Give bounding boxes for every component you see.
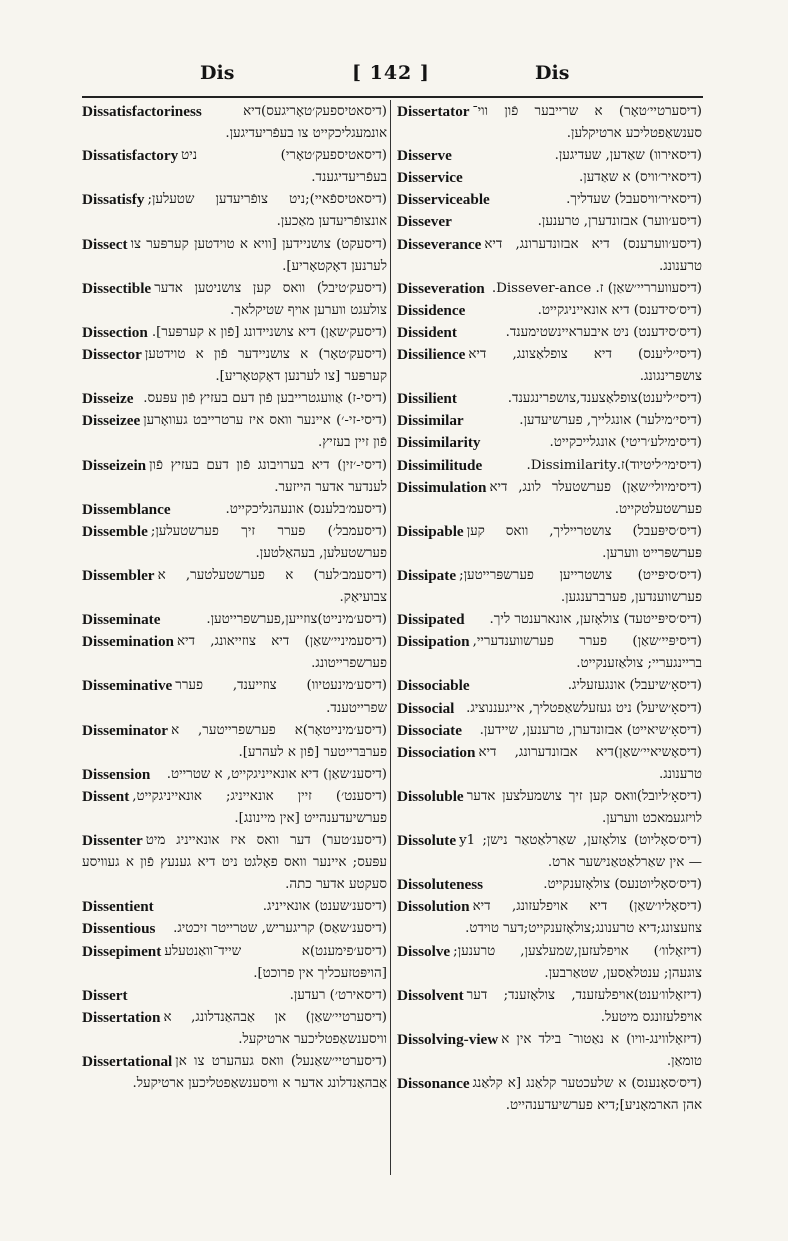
entry-definition: (דיזאָלווינג-וויו) א נאַטור־ בילד אין א טומאַן. [501, 1031, 702, 1070]
dictionary-entry [397, 941, 702, 985]
dictionary-entry [397, 234, 702, 278]
dictionary-entry [397, 145, 702, 167]
entry-definition: (דיסאיר׳וויס) א שאַדען. [579, 170, 702, 186]
entry-headword: Disservice [397, 169, 463, 187]
entry-headword: Dissimulation [397, 478, 487, 496]
entry-definition: (דיסי׳ליענט)צופלאַצענד,צושפרינגענד. [507, 391, 702, 407]
entry-headword: Dissimilitude [397, 456, 483, 474]
dictionary-entry [397, 278, 702, 300]
entry-definition: (דיסאירוו) שאַדען, שעדיגען. [554, 148, 702, 164]
entry-definition: (דיסעמ׳בלענס) אונעהנליכקייט. [225, 501, 387, 517]
entry-headword: Dissent [82, 787, 130, 805]
dictionary-entry [397, 631, 702, 675]
entry-definition: (דיסע׳ווערענס) דיא אבזונדערונג, דיא טרענונג. [484, 236, 702, 274]
entry-definition: (דיסי׳ליענס) דיא צופלאַצונג, דיא צושפּרינגונג. [468, 347, 702, 385]
entry-definition: (דיסענט׳) זיין אונאייניג; אונאייניגקייט, פערשיעדענהייט [אין מיינונג]. [132, 788, 387, 826]
entry-headword: Disseminate [82, 611, 161, 629]
column-divider [390, 100, 391, 1175]
dictionary-entry [82, 1051, 387, 1095]
entry-headword: Dissect [82, 235, 128, 253]
entry-headword: Dissipate [397, 566, 457, 584]
entry-headword: Dissipated [397, 611, 465, 629]
dictionary-entry [82, 985, 387, 1007]
dictionary-entry [82, 786, 387, 830]
entry-headword: Dissertational [82, 1053, 173, 1071]
entry-headword: Dissemination [82, 633, 174, 651]
dictionary-entry [82, 410, 387, 454]
dictionary-entry [397, 609, 702, 631]
entry-headword: Dissentient [82, 898, 154, 916]
entry-definition: (דיס׳סיפּעבל) צושטרייליך, וואס קען פּערשפּרייט ווערען. [466, 523, 702, 561]
entry-headword: Dissepiment [82, 942, 162, 960]
entry-definition: (דיס׳סיפּייטעד) צולאָזען, אונארענטר ליך. [489, 612, 702, 628]
entry-headword: Disseizee [82, 412, 141, 430]
entry-headword: Dissolute [397, 832, 457, 850]
entry-headword: Dissilient [397, 390, 457, 408]
entry-definition: (דיסאירט׳) רעדען. [289, 987, 387, 1003]
entry-definition: (דיסע׳ווער) אבזונדערן, טרענען. [537, 214, 702, 230]
entry-definition: (דיסאָליו׳שאַן) דיא אויפלעזונג, דיא צוזעצונג;דיא טרענונג;צולאָזענקייט;דער טוידט. [465, 899, 702, 937]
entry-headword: Disseminator [82, 721, 169, 739]
entry-headword: Dissatisfactory [82, 147, 179, 165]
entry-definition: (דיס׳סאָליוט) צולאָזען, שאַרלאַטאַר נישן; y1— אין שאַרלאַטאַנישער ארט. [459, 833, 702, 871]
dictionary-entry [82, 499, 387, 521]
dictionary-entry [82, 609, 387, 631]
entry-definition: (דיסע׳מינעטיוו) צוזייענד, פערר שפרייטענד. [175, 678, 387, 716]
entry-headword: Dissipation [397, 633, 470, 651]
entry-definition: (דיסעווערריי׳שאַן) ז. Dissever-ance. [491, 280, 702, 296]
page-header [0, 62, 788, 92]
entry-definition: (דיסאָשיאיי׳שאַן)דיא אבזונדערונג, דיא טרענונג. [478, 744, 702, 782]
entry-headword: Dissilience [397, 346, 466, 364]
entry-definition: (דיסעק׳שאַן) דיא צושניידונג [פֿון א קערפּער]. [151, 324, 387, 340]
dictionary-entry [82, 278, 387, 322]
entry-definition: (דיסערטיי׳שאַנעל) וואס געהערט צו אן אַבהאַנדלונג אדער א וויסענשאַפטליכען ארטיקעל. [132, 1054, 387, 1092]
dictionary-entry [397, 896, 702, 940]
entry-headword: Disseminative [82, 677, 173, 695]
entry-definition: (דיסי-ז) אַוועגטרייבען פֿון דעם בעזיץ פֿון עפּעס. [143, 391, 387, 407]
entry-definition: (דיסענ׳שענט) אונאייניג. [262, 899, 387, 915]
entry-headword: Dissociable [397, 677, 470, 695]
dictionary-entry [397, 388, 702, 410]
dictionary-entry [82, 896, 387, 918]
entry-definition: (דיסי׳מילער) אונגלייך, פערשיעדען. [519, 413, 702, 429]
entry-definition: (דיסעק׳טיבל) וואס קען צושניטען אדער צולעגט ווערען אויף שטיקלאך. [154, 280, 387, 318]
dictionary-entry [82, 189, 387, 233]
left-guide-word: Dis [200, 62, 235, 84]
left-column [82, 101, 387, 1095]
entry-definition: (דיסע׳פימענט)א שייד־וואַנטעלע [הויפּטזעכליך אין פרוכט]. [164, 943, 387, 981]
entry-definition: (דיסענ׳שאַס) קריגעריש, שטרייטר זיכטיג. [173, 921, 387, 937]
dictionary-entry [82, 234, 387, 278]
entry-definition: (דיסיפּיי׳שאַן) פערר פערשווענדעריי, בריינגעריי; צולאַזענקייט. [472, 634, 702, 672]
right-guide-word: Dis [535, 62, 570, 84]
entry-definition: (דיסי-׳זין) דיא בערויבונג פֿון דעם בעזיץ פֿון לענדער אדער הייזער. [149, 457, 387, 495]
entry-headword: Dissimilarity [397, 434, 481, 452]
entry-headword: Dissatisfy [82, 191, 145, 209]
entry-definition: (דיסע׳מינייט)צוזייען,פערשפרייטען. [206, 612, 387, 628]
entry-headword: Dissembler [82, 566, 155, 584]
entry-definition: (דיסאָ׳שיעל) ניט געזעלשאַפטליך, אייגעננוציג. [466, 700, 702, 716]
right-column [397, 101, 702, 1117]
dictionary-entry [397, 874, 702, 896]
entry-definition: (דיסאטיספֿאיי);ניט צופֿריעדען שטעלען; אונצופֿריעדען מאַכען. [147, 192, 387, 230]
dictionary-entry [397, 101, 702, 145]
entry-headword: Dissocial [397, 699, 455, 717]
dictionary-entry [82, 675, 387, 719]
entry-definition: (דיס׳סאָנענס) א שלעכטער קלאַנג [א קלאַנג אהן הארמאָניע];דיא פערשיעדענהייט. [472, 1076, 702, 1114]
dictionary-entry [82, 322, 387, 344]
dictionary-entry [82, 388, 387, 410]
entry-definition: (דיסענ׳שאַן) דיא אונאייניגקייט, א שטרייט. [166, 766, 387, 782]
dictionary-entry [397, 985, 702, 1029]
entry-definition: (דיסעמב׳לער) א פערשטעלטער, א צבועיאַק. [157, 567, 387, 606]
entry-definition: (דיסימיולי׳שאַן) פערשטעלר לונג, דיא פערשטעלטקייט. [489, 479, 702, 517]
entry-definition: (דיסאָ׳ליובל)וואס קען זיך צושמעלצען אדער לויזגעמאכט ווערען. [466, 788, 702, 826]
dictionary-entry [82, 941, 387, 985]
entry-headword: Dissolve [397, 942, 451, 960]
entry-definition: (דיסענ׳טער) דער וואס איז אונאייניג מיט עפּעס; איינער וואס פאָלגט ניט דיא גענעץ פֿון א געוויסע סעקטע אדער כתה. [82, 833, 387, 893]
dictionary-entry [397, 521, 702, 565]
entry-headword: Dissociate [397, 721, 462, 739]
entry-headword: Disserviceable [397, 191, 490, 209]
entry-definition: (דיסאָ׳שיעבל) אונגעזעליג. [567, 678, 702, 694]
dictionary-entry [397, 410, 702, 432]
dictionary-entry [397, 565, 702, 609]
entry-headword: Dissatisfactoriness [82, 103, 202, 120]
entry-headword: Dissever [397, 213, 452, 231]
entry-definition: (דיסאיר׳וויסעבל) שעדליך. [566, 192, 702, 208]
dictionary-entry [82, 918, 387, 940]
entry-headword: Dissertation [82, 1008, 161, 1026]
entry-headword: Dissonance [397, 1075, 470, 1093]
dictionary-entry [82, 830, 387, 896]
entry-definition: (דיסאָ׳שיאייט) אבזונדערן, טרענען, שיידען. [479, 722, 702, 738]
entry-headword: Dissolvent [397, 986, 464, 1004]
entry-headword: Dissertator [397, 103, 470, 120]
dictionary-entry [397, 720, 702, 742]
entry-definition: (דיסאטיספעק׳טאָרי) ניט בעפֿריעדיגענד. [181, 148, 387, 186]
entry-definition: (דיס׳סידענט) ניט איבעראיינשטימענד. [505, 324, 702, 340]
entry-headword: Dissemblance [82, 500, 171, 518]
entry-definition: (דיסימי׳ליטיוד)ז.Dissimilarity. [526, 457, 702, 473]
entry-definition: (דיסעק׳טאָר) א צושניידער פֿון א טוידטען קערפּער [צו לערנען דאָקטאָריע]. [144, 347, 387, 385]
entry-definition: (דיסי-זי-׳) איינער וואס איז ערטרייבט געוואָרען פֿון זיין בעזיץ. [143, 413, 387, 451]
dictionary-entry [397, 830, 702, 874]
dictionary-entry [397, 432, 702, 454]
dictionary-entry [397, 698, 702, 720]
entry-headword: Dissectible [82, 279, 152, 297]
dictionary-entry [82, 565, 387, 609]
entry-headword: Dissension [82, 765, 151, 783]
dictionary-entry [397, 211, 702, 233]
dictionary-entry [82, 101, 387, 145]
entry-headword: Dissector [82, 346, 142, 364]
entry-definition: (דיסע׳מינייטאָר)א פערשפרייטער, א פערבּרייטער [פֿון א לעהרע]. [171, 722, 387, 760]
entry-headword: Dissemble [82, 522, 148, 540]
dictionary-entry [397, 455, 702, 477]
entry-headword: Disseverance [397, 235, 482, 253]
entry-definition: (דיסעמיניי׳שאַן) דיא צוזייאונג, דיא פערשפרייטונג. [176, 634, 387, 672]
dictionary-entry [82, 1007, 387, 1051]
entry-headword: Disserve [397, 147, 452, 165]
entry-definition: (דיסימילע׳ריטי) אונגלייכקייט. [549, 435, 702, 451]
dictionary-entry [82, 631, 387, 675]
entry-definition: (דיס׳סאָליוטנעס) צולאָזענקייט. [543, 877, 702, 893]
entry-headword: Dissentious [82, 920, 156, 938]
entry-definition: (דיזאָלוו׳ענט)אויפלעזענד, צולאָזענד; דער אויפלעזונגס מיטעל. [466, 987, 702, 1025]
entry-headword: Dissoluble [397, 787, 464, 805]
entry-headword: Dissidence [397, 301, 466, 319]
entry-definition: (דיס׳סיפּייט) צושטרייען פערשפּרייטען; פערשווענדען, פערברענגען. [459, 567, 702, 606]
dictionary-entry [82, 720, 387, 764]
entry-headword: Dissimilar [397, 412, 464, 430]
dictionary-entry [397, 786, 702, 830]
entry-headword: Dissociation [397, 743, 476, 761]
dictionary-entry [397, 344, 702, 388]
dictionary-entry [82, 344, 387, 388]
entry-definition: (דיסאטיספעק׳טאָריגעס)דיא אונמעגליכקייט צו בעפֿריעדיגען. [225, 104, 387, 142]
entry-headword: Dissenter [82, 832, 143, 850]
dictionary-entry [397, 675, 702, 697]
entry-headword: Disseize [82, 390, 134, 408]
entry-headword: Dissolution [397, 898, 470, 916]
dictionary-entry [397, 322, 702, 344]
entry-definition: (דיסערטיי׳שאַן) אן אַבהאַנדלונג, א וויסענשאַפטליכער ארטיקעל. [163, 1009, 387, 1047]
entry-headword: Dissident [397, 323, 457, 341]
header-rule [82, 96, 703, 98]
entry-headword: Dissection [82, 323, 148, 341]
entry-definition: (דיס׳סידענס) דיא אונאייניגקייט. [537, 302, 702, 318]
entry-headword: Dissipable [397, 522, 464, 540]
dictionary-entry [82, 521, 387, 565]
dictionary-entry [397, 300, 702, 322]
dictionary-entry [82, 455, 387, 499]
entry-definition: (דיסעמבל׳) פערר זיך פערשטעלען; פערשטעלען, בעהאַלטען. [150, 523, 387, 561]
entry-headword: Dissert [82, 986, 128, 1004]
entry-definition: (דיסעקט) צושניידען [וויא א טוידטען קערפּער צו לערנען דאָקטאָריע]. [130, 236, 387, 274]
dictionary-entry [397, 1073, 702, 1117]
dictionary-entry [397, 1029, 702, 1073]
dictionary-entry [82, 145, 387, 189]
entry-headword: Disseizein [82, 456, 147, 474]
dictionary-entry [397, 189, 702, 211]
dictionary-entry [397, 167, 702, 189]
page-number: [ 142 ] [352, 62, 430, 84]
dictionary-entry [397, 742, 702, 786]
entry-headword: Disseveration [397, 279, 485, 297]
entry-headword: Dissolving-view [397, 1030, 499, 1048]
entry-definition: (דיסערטיי׳טאָר) א שרייבער פֿון ווי־ סענשאַפטליכע ארטיקלען. [472, 104, 702, 142]
dictionary-entry [82, 764, 387, 786]
dictionary-entry [397, 477, 702, 521]
entry-headword: Dissoluteness [397, 876, 484, 894]
entry-definition: (דיזאָלוו׳) אויפלעזען,שמעלצען, טרענען; צוגעהן; ענטלאַסען, שטאַרבען. [453, 943, 702, 981]
